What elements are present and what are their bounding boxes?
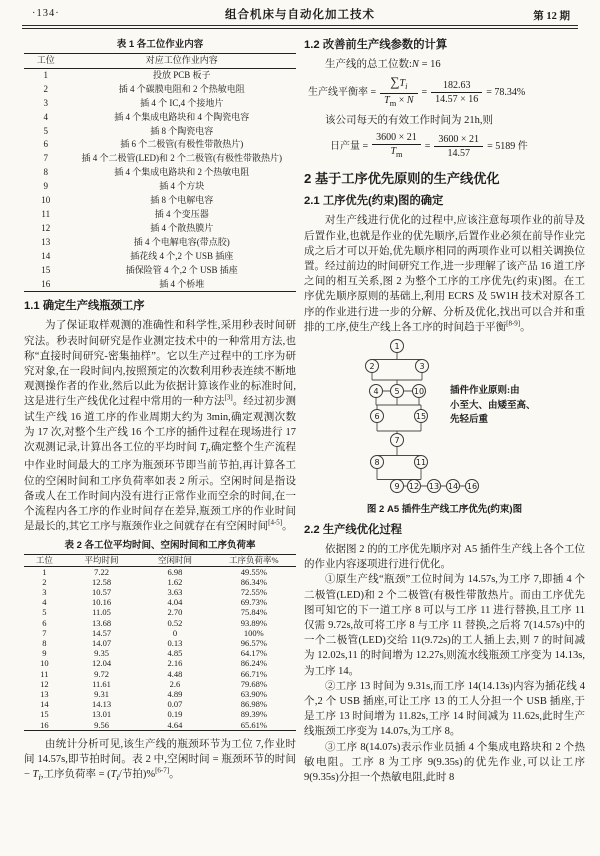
table-cell: 72.55% [240,586,267,597]
table-cell: 79.68% [240,678,267,689]
figure-2 [304,337,585,501]
svg-text:3: 3 [419,361,425,371]
issue-number: 第 12 期 [533,11,570,22]
table-row [24,638,296,648]
table2 [24,554,296,730]
node-4 [370,385,383,398]
table-cell: 13.01 [91,709,112,720]
journal-title: 组合机床与自动化加工技术 [225,9,375,21]
table-cell: 9 [43,181,48,192]
formula-lhs: 生产线平衡率 = [308,87,377,99]
table-cell: 2 [42,576,47,587]
table-cell: 13.68 [91,617,112,628]
table-cell: 10.57 [91,586,112,597]
table1-title: 表 1 各工位作业内容 [116,39,204,50]
table-cell: 16 [41,278,51,289]
node-11 [415,456,428,469]
table-cell: 5 [42,607,47,618]
section-1-2-heading: 1.2 改善前生产线参数的计算 [304,39,448,51]
node-13 [428,480,441,493]
table-cell: 15 [40,709,49,720]
table-cell: 16 [40,719,49,730]
table-row [24,709,296,719]
fraction-symbolic: $\frac{\sum T_i}{T_m \times N}$ [380,75,417,110]
table-cell: 插 4 个变压器 [154,208,209,219]
table-cell: 6 [42,617,47,628]
svg-text:15: 15 [415,411,427,421]
table-row [24,166,296,180]
table-cell: 插 4 个桥堆 [159,278,205,289]
table-cell: 1 [43,69,48,80]
bottleneck-summary-paragraph: 由统计分析可见,该生产线的瓶颈环节为工位 7,作业时间 14.57s,即节拍时间。表 2 中,空闲时间 = 瓶颈环节的时间 − $T_i$,工序负荷率 = ($T_i/$节拍)%[6-7]。 [24,738,296,783]
table-cell: 13 [40,688,49,699]
table-cell: 3 [43,97,48,108]
table-cell: 66.71% [240,668,267,679]
table-cell: 插 8 个电解电容 [150,195,214,206]
svg-text:9: 9 [394,481,400,491]
fraction-symbolic: $\frac{3600 \times 21}{T_m}$ [372,131,421,161]
balance-rate-formula: 生产线平衡率 = $\frac{\sum T_i}{T_m \times N}$ = $\frac{182.63}{14.57 \times 16}$ = 78.34% [308,74,526,109]
table-row [24,236,296,250]
table-row [24,250,296,264]
svg-text:10: 10 [413,386,425,396]
section-2-1-heading: 2.1 工序优先(约束)图的确定 [304,195,444,208]
table-row [24,566,296,577]
table-cell: 1 [42,566,47,577]
table-cell: 75.84% [240,607,267,618]
table-row [24,152,296,166]
node-9 [391,480,404,493]
figure-note-line: 小至大、由矮至高、 [450,400,536,411]
table-cell: 14.07 [91,637,112,648]
table-cell: 100% [243,627,264,638]
table-cell: 93.89% [240,617,267,628]
table-cell: 65.61% [240,719,267,730]
table-cell: 插花线 4 个,2 个 USB 插座 [130,250,234,261]
table-cell: 15 [41,264,51,275]
table-cell: 86.34% [240,576,267,587]
table-cell: 11 [41,208,51,219]
node-6 [371,410,384,423]
table-row [24,83,296,97]
table2-body [24,566,296,730]
svg-text:8: 8 [374,457,380,467]
formula-result: = 78.34% [486,87,526,99]
table-cell: 14.13 [91,699,112,710]
table-cell: 49.55% [240,566,267,577]
table-row [24,222,296,236]
table1 [24,53,296,292]
table-cell: 插 4 个方块 [159,181,205,192]
table-cell: 64.17% [240,648,267,659]
formula-lhs: 日产量 = [330,140,369,152]
table-cell: 2.16 [167,658,183,669]
table-cell: 插 8 个陶瓷电容 [150,125,214,136]
table-row [24,669,296,679]
table-cell: 插 4 个集成电路块和 4 个陶瓷电容 [114,111,250,122]
table1-col-content: 对应工位作业内容 [145,55,218,65]
table-cell: 9.56 [94,719,109,730]
section-1-1-heading: 1.1 确定生产线瓶颈工序 [24,300,145,313]
svg-text:12: 12 [408,481,420,491]
optimization-step-1: ①原生产线“瓶颈”工位时间为 14.57s,为工序 7,即插 4 个二极管(LED)和 2 个二极管(有极性带散热片。而由工序优先图可知它的下一道工序 8 可以与工序 11 进行替换,且工序 11 仅需 9.72s,故可将工序 8 与工序 11 替换,之后将 7(14.57s)中的一个二极管(LED)交给 11(9.72s)的工人插上去,则 7 的时间减为 12.02s,11 的时间增为 12.27s,则流水线瓶颈工序变为 14.13s,为工序 14。 [304,574,585,677]
table2-header [24,555,296,566]
table-row [24,111,296,125]
table-cell: 11.05 [92,607,111,618]
table-cell: 10 [41,195,51,206]
fraction-numeric: $\frac{182.63}{14.57 \times 16}$ [431,79,482,106]
svg-text:7: 7 [394,435,400,445]
table-cell: 0.13 [167,637,183,648]
table1-col-station: 工位 [36,55,55,65]
table-cell: 11 [40,668,49,679]
table-cell: 插 4 个碳膜电阻和 2 个热敏电阻 [118,83,245,94]
table-cell: 3.63 [167,586,183,597]
svg-text:4: 4 [373,386,379,396]
table-cell: 4.48 [167,668,183,679]
table-row [24,97,296,111]
section-1-1-paragraph: 为了保证取样观测的准确性和科学性,采用秒表时间研究法。秒表时间研究是作业测定技术中的一种常用方法,也称“直接时间研究-密集抽样”。它以生产过程中的工序为研究对象,在一段时间内,按照预定的次数利用秒表连续不断地观测操作者的作业,然后以此为依据计算该作业的标准时间,这是进行生产线优化过程中常用的一种方法[3]。经过初步测试生产线 16 道工序的作业周期大约为 3min,确定观测次数为 17 次,对整个生产线 16 个工序的插件过程在现场进行 17 次观测记录,计算出各工位的平均时间 $T_i$,确定整个生产流程中作业时间最大的工序为瓶颈环节即当前节拍,再计算各工位的空闲时间和工序负荷率如表 2 所示。空闲时间是指设备或人在工作时间内没有进行正常作业而空余的时间,在一个流程内各工序的作业时间存在差异,瓶颈工序的作业时间是最长的,其它工序与瓶颈作业之间就存在有空闲时间[4-5]。 [24,320,297,533]
node-8 [371,456,384,469]
node-2 [366,360,379,373]
table-cell: 插 4 个电解电容(带点胶) [133,236,230,247]
table-cell: 4 [42,597,47,608]
node-5 [391,385,404,398]
table-cell: 9.31 [94,688,109,699]
fraction-numeric: $\frac{3600 \times 21}{14.57}$ [434,133,483,160]
svg-text:16: 16 [466,481,478,491]
table-cell: 14.57 [91,627,112,638]
table-row [24,278,296,292]
figure-2-caption: 图 2 A5 插件生产线工序优先(约束)图 [366,504,523,516]
right-column [304,36,585,785]
table-cell: 4.85 [167,648,183,659]
optimization-step-2: ②工序 13 时间为 9.31s,而工序 14(14.13s)内容为插花线 4 个,2 个 USB 插座,可让工序 13 的工人分担一个 USB 插座,于是工序 13 时间增为 11.82s,工序 14 时间减为 11.62s,此时生产线瓶颈工序变为 14.07s,为工序 8。 [304,680,585,738]
table-row [24,628,296,638]
table-cell: 0 [172,627,178,638]
header-rule [22,25,578,29]
table-cell: 13 [41,236,51,247]
table-cell: 4 [43,111,48,122]
table-row [24,679,296,689]
table-cell: 10.16 [91,597,112,608]
node-1 [391,340,404,353]
section-2-1-paragraph: 对生产线进行优化的过程中,应该注意每项作业的前导及后置作业,也就是作业的优先顺序,后置作业必须在前导作业完成之后才可以开始,优先顺序相同的两项作业可以相关调换位置。经过前边的时间研究工作,进一步理解了该产品 16 道工序之间的相互关系,图 2 为整个工序的工序优先(约束)图。在工序优先顺序原则的基础上,利用 ECRS 及 5W1H 技术对原各工序的作业进行进一步的分解、分析及优化,找出可以合并和重排的工序,使生产线上各工序的时间趋于平衡[8-9]。 [304,215,585,333]
table-row [24,618,296,628]
table-cell: 插 4 个散热膜片 [150,222,214,233]
node-12 [408,480,421,493]
table-cell: 4.89 [167,688,183,699]
table-cell: 63.90% [240,688,267,699]
table-row [24,68,296,82]
section-2-2-heading: 2.2 生产线优化过程 [304,524,402,537]
table-cell: 0.19 [167,709,183,720]
table-cell: 86.98% [240,699,267,710]
table-cell: 12 [41,222,51,233]
svg-text:1: 1 [394,341,400,351]
table-cell: 6.98 [167,566,183,577]
table-cell: 插 6 个二极管(有极性带散热片) [120,139,244,150]
table-row [24,607,296,617]
svg-text:2: 2 [369,361,375,371]
table-cell: 3 [42,586,47,597]
table-cell: 12.58 [91,576,112,587]
table-cell: 5 [43,125,48,136]
table-cell: 7.22 [94,566,109,577]
left-column [24,36,296,786]
table-cell: 8 [42,637,47,648]
work-hours-line: 该公司每天的有效工作时间为 21h,则 [325,115,493,127]
table2-col-station: 工位 [35,555,53,566]
node-15 [415,410,428,423]
node-7 [391,434,404,447]
table-cell: 0.07 [167,699,183,710]
table2-title: 表 2 各工位平均时间、空闲时间和工序负荷率 [64,540,256,552]
table-cell: 投放 PCB 板子 [153,69,211,80]
table-row [24,658,296,668]
figure-note-line: 插件作业原则:由 [450,386,520,397]
table-cell: 0.52 [167,617,183,628]
table-row [24,587,296,597]
table-cell: 69.73% [240,597,267,608]
table-row [24,689,296,699]
table-cell: 86.24% [240,658,267,669]
node-10 [413,385,426,398]
table1-header [24,54,296,69]
table-cell: 7 [43,153,48,164]
table-cell: 插 4 个集成电路块和 2 个热敏电阻 [114,167,250,178]
table-cell: 1.62 [167,576,183,587]
table1-header-row [24,54,296,69]
table-cell: 插 4 个 IC,4 个接地片 [140,97,224,108]
table-cell: 12.04 [91,658,112,669]
table-cell: 89.39% [240,709,267,720]
svg-text:13: 13 [428,481,440,491]
table-cell: 6 [43,139,48,150]
table-cell: 4.04 [167,597,183,608]
table-cell: 2.70 [167,607,183,618]
table-row [24,597,296,607]
svg-text:5: 5 [394,386,400,396]
table-cell: 96.57% [240,637,267,648]
node-16 [466,480,479,493]
table-row [24,194,296,208]
table2-col-avg-time: 平均时间 [84,555,119,566]
table-cell: 11.61 [92,678,111,689]
table2-col-load-rate: 工序负荷率% [229,555,279,566]
svg-text:6: 6 [374,411,380,421]
table-cell: 14 [41,250,51,261]
table1-body [24,68,296,292]
total-stations-line: 生产线的总工位数:N = 16 [325,59,441,70]
table-cell: 12 [40,678,49,689]
svg-text:14: 14 [447,481,459,491]
table-row [24,720,296,731]
section-2-heading: 2 基于工序优先原则的生产线优化 [304,171,500,187]
table-cell: 7 [42,627,47,638]
table-cell: 插保险管 4 个,2 个 USB 插座 [125,264,238,275]
table-cell: 9.72 [94,668,109,679]
table-cell: 9.35 [94,648,109,659]
table-cell: 插 4 个二极管(LED)和 2 个二极管(有极性带散热片) [81,153,282,164]
figure-note [450,384,576,428]
table-row [24,577,296,587]
table2-col-idle-time: 空闲时间 [157,555,192,566]
table-cell: 2.6 [169,678,181,689]
table2-header-row [24,555,296,566]
table-row [24,208,296,222]
table-cell: 10 [40,658,49,669]
optimization-step-3: ③工序 8(14.07s)表示作业员插 4 个集成电路块和 2 个热敏电阻。工序 8 为工序 9(9.35s)的优先作业,可以让工序 9(9.35s)分担一个热敏电阻,此时 8 [304,741,585,784]
node-14 [447,480,460,493]
figure-note-line: 先轻后重 [450,415,489,426]
table-row [24,125,296,139]
table-cell: 2 [43,83,48,94]
table-cell: 4.64 [167,719,183,730]
svg-text:11: 11 [415,457,427,467]
table-cell: 9 [42,648,47,659]
table-row [24,699,296,709]
table-row [24,138,296,152]
table-cell: 8 [43,167,48,178]
table-cell: 14 [40,699,49,710]
table-row [24,264,296,278]
formula-result: = 5189 件 [487,140,528,152]
node-3 [416,360,429,373]
daily-output-formula: 日产量 = $\frac{3600 \times 21}{T_m}$ = $\frac{3600 \times 21}{14.57}$ = 5189 件 [330,132,528,160]
table-row [24,180,296,194]
table-row [24,648,296,658]
section-2-2-intro: 依据图 2 的的工序优先顺序对 A5 插件生产线上各个工位的作业内容逐项进行进行优化。 [304,544,585,571]
page-number: ·134· [32,8,60,19]
